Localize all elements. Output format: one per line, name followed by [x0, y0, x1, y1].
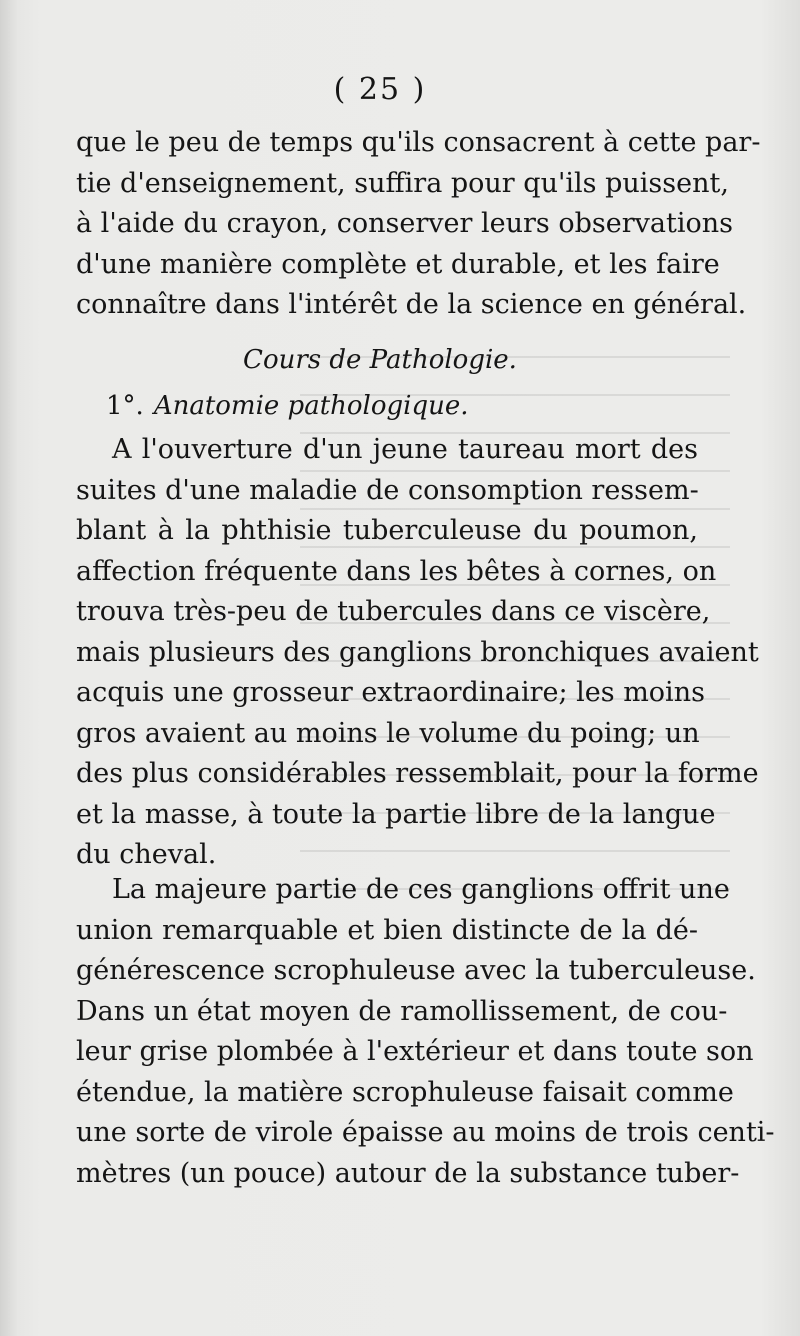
text-line: A l'ouverture d'un jeune taureau mort des [112, 434, 698, 465]
text-line: Dans un état moyen de ramollissement, de cou- [76, 995, 728, 1027]
text-line: blant à la phthisie tuberculeuse du poumon, [76, 515, 698, 546]
text-line: acquis une grosseur extraordinaire; les moins [76, 677, 705, 708]
text-line: mais plusieurs des ganglions bronchiques avaient [76, 636, 759, 668]
text-line: à l'aide du crayon, conserver leurs observations [76, 208, 733, 239]
text-line: générescence scrophuleuse avec la tuberculeuse. [76, 955, 756, 986]
text-line: étendue, la matière scrophuleuse faisait comme [76, 1076, 734, 1108]
text-line: gros avaient au moins le volume du poing; un [76, 717, 700, 749]
paragraph-2 [76, 870, 775, 1194]
text-line: du cheval. [76, 839, 217, 870]
text-line: trouva très-peu de tubercules dans ce viscère, [76, 596, 711, 627]
intro-paragraph [76, 123, 761, 326]
text-line: mètres (un pouce) autour de la substance tuber- [76, 1157, 740, 1189]
text-line: affection fréquente dans les bêtes à cornes, on [76, 555, 717, 587]
text-line: que le peu de temps qu'ils consacrent à cette par- [76, 127, 761, 158]
text-line: leur grise plombée à l'extérieur et dans toute son [76, 1036, 754, 1067]
paragraph-1 [76, 430, 759, 876]
subsection-number: 1°. [106, 391, 144, 421]
text-line: connaître dans l'intérêt de la science en général. [76, 289, 747, 320]
text-line: une sorte de virole épaisse au moins de trois centi- [76, 1117, 775, 1148]
subsection-heading [106, 391, 469, 421]
text-line: union remarquable et bien distincte de la dé- [76, 914, 698, 946]
text-line: et la masse, à toute la partie libre de la langue [76, 798, 716, 830]
text-line: des plus considérables ressemblait, pour la forme [76, 758, 759, 789]
text-line: La majeure partie de ces ganglions offrit une [112, 874, 730, 905]
text-line: suites d'une maladie de consomption ressem- [76, 474, 699, 506]
text-line: tie d'enseignement, suffira pour qu'ils puissent, [76, 167, 729, 199]
subsection-title: Anatomie pathologique. [153, 391, 469, 421]
text-line: d'une manière complète et durable, et les faire [76, 248, 720, 280]
page-number: ( 25 ) [333, 72, 427, 107]
section-heading: Cours de Pathologie. [243, 345, 517, 375]
